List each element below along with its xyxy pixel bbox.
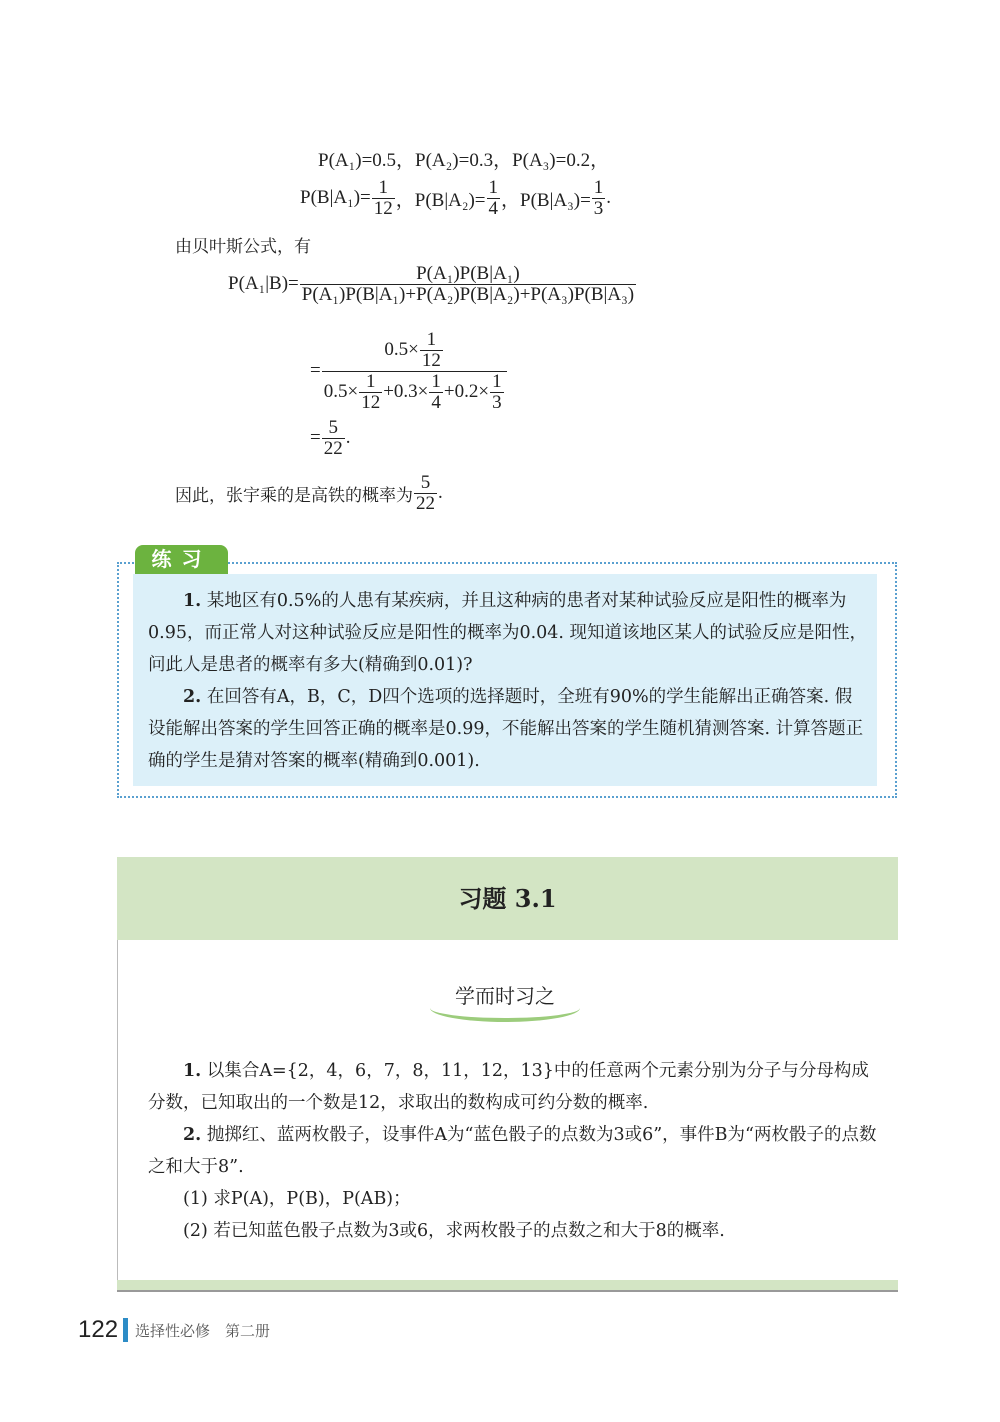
expr: +0.3× <box>383 381 429 403</box>
denominator: 12 <box>373 197 393 219</box>
numerator: 1 <box>492 370 502 392</box>
fraction <box>487 178 501 219</box>
question-number: 1. <box>183 591 202 611</box>
numerator: 1 <box>365 370 376 392</box>
conclusion-text: 因此，张宇乘的是高铁的概率为 <box>175 485 413 506</box>
numerator: 1 <box>488 177 499 198</box>
expr: 0.5× <box>323 381 359 403</box>
question-text: 在回答有A，B，C，D四个选项的选择题时，全班有90%的学生能解出正确答案. 假设能解出答案的学生回答正确的概率是0.99，不能解出答案的学生随机猜测答案. 计算答题正确的学生是猜对答案的概率(精确到0.001). <box>148 687 864 771</box>
exercise-footer-strip <box>117 1280 898 1292</box>
bayes-intro: 由贝叶斯公式，有 <box>175 237 311 257</box>
fraction <box>359 372 382 413</box>
exercise-title: 习题 3.1 <box>117 857 898 940</box>
expr: +0.2× <box>443 381 490 403</box>
denominator <box>322 371 507 413</box>
question-text: 抛掷红、蓝两枚骰子，设事件A为“蓝色骰子的点数为3或6”，事件B为“两枚骰子的点数之和大于8”. <box>148 1125 877 1177</box>
bayes-result <box>310 418 350 459</box>
bayes-formula <box>228 264 637 305</box>
denominator: 22 <box>323 437 343 459</box>
conclusion <box>175 473 443 514</box>
numerator: 1 <box>378 177 389 198</box>
conditional-probabilities-line <box>300 178 611 219</box>
expr: . <box>438 482 443 504</box>
exercise-question-2-part-2: (2) 若已知蓝色骰子点数为3或6，求两枚骰子的点数之和大于8的概率. <box>183 1221 725 1241</box>
numerator: 5 <box>420 472 431 493</box>
question-number: 2. <box>183 1125 202 1145</box>
fraction <box>490 372 504 413</box>
fraction <box>322 418 345 459</box>
numerator: 1 <box>426 329 437 350</box>
numerator <box>382 330 445 371</box>
denominator: 4 <box>488 197 499 219</box>
equals: = <box>310 360 321 382</box>
expr: ，P(B|A₂)= <box>395 189 486 211</box>
denominator: 12 <box>421 349 441 371</box>
practice-question-1 <box>148 585 868 681</box>
numerator: P(A₁)P(B|A₁) <box>416 263 520 284</box>
expr: P(B|A₁)= <box>300 187 371 209</box>
fraction <box>420 330 443 371</box>
denominator: 4 <box>431 391 441 413</box>
expr: . <box>345 427 351 449</box>
denominator: 22 <box>416 492 435 514</box>
exercise-question-2 <box>148 1119 878 1183</box>
equals: = <box>310 427 321 449</box>
denominator: 3 <box>492 391 502 413</box>
bayes-substitution <box>310 330 508 413</box>
fraction <box>414 473 437 514</box>
fraction <box>322 330 507 413</box>
fraction <box>429 372 443 413</box>
expr: 0.5× <box>384 339 419 361</box>
numerator: 5 <box>328 417 338 438</box>
book-title: 选择性必修 第二册 <box>135 1322 271 1340</box>
page-number: 122 <box>78 1316 119 1343</box>
denominator: 12 <box>361 391 381 413</box>
exercise-subtitle: 学而时习之 <box>430 978 580 1022</box>
exercise-content <box>148 1055 878 1247</box>
numerator: 1 <box>431 370 441 392</box>
footer-divider <box>123 1318 128 1342</box>
fraction <box>372 178 395 219</box>
question-number: 1. <box>183 1061 202 1081</box>
probabilities-line: P(A₁)=0.5，P(A₂)=0.3，P(A₃)=0.2， <box>318 150 610 171</box>
question-number: 2. <box>183 687 202 707</box>
exercise-question-1 <box>148 1055 878 1119</box>
denominator: 3 <box>593 197 604 219</box>
question-text: 以集合A={2，4，6，7，8，11，12，13}中的任意两个元素分别为分子与分母构成分数，已知取出的一个数是12，求取出的数构成可约分数的概率. <box>148 1061 869 1113</box>
practice-tab: 练习 <box>135 545 228 574</box>
fraction <box>592 178 606 219</box>
practice-question-2 <box>148 681 868 777</box>
numerator: 1 <box>593 177 604 198</box>
fraction <box>300 264 636 305</box>
lhs: P(A₁|B)= <box>228 273 299 295</box>
practice-content <box>148 585 868 777</box>
expr: . <box>606 187 612 209</box>
exercise-question-2-part-1: (1) 求P(A)，P(B)，P(AB)； <box>183 1189 411 1209</box>
question-text: 某地区有0.5%的人患有某疾病，并且这种病的患者对某种试验反应是阳性的概率为0.95，而正常人对这种试验反应是阳性的概率为0.04. 现知道该地区某人的试验反应是阳性，问此人是患者的概率有多大(精确到0.01)? <box>148 591 868 675</box>
denominator: P(A₁)P(B|A₁)+P(A₂)P(B|A₂)+P(A₃)P(B|A₃) <box>301 283 635 305</box>
expr: ，P(B|A₃)= <box>501 189 591 211</box>
